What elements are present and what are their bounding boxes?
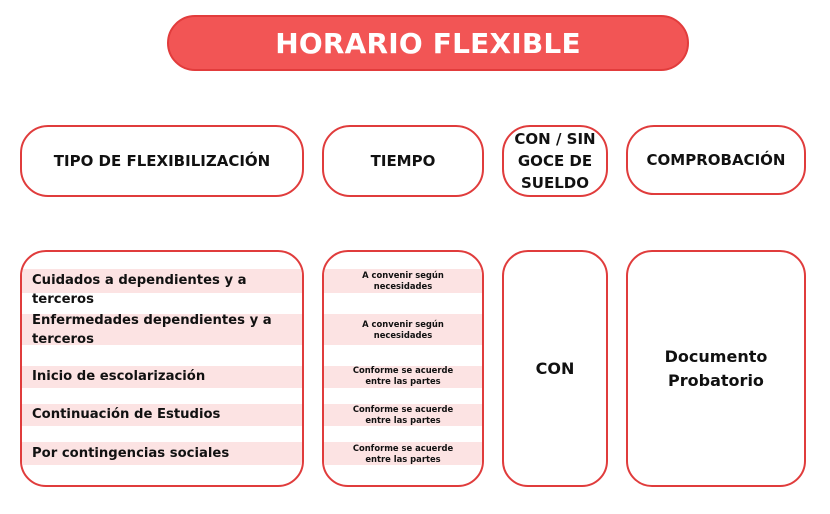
header-type: [20, 125, 304, 197]
type-row-5: [32, 444, 296, 463]
time-row-5: [324, 443, 482, 465]
time-row-2-line-1: A convenir según: [362, 319, 444, 329]
type-column: [20, 250, 304, 487]
header-pay-line-1: CON / SIN: [514, 130, 596, 148]
type-row-3: [32, 367, 296, 386]
time-row-2-line-2: necesidades: [373, 330, 433, 340]
proof-column: [626, 250, 806, 487]
title-banner: [167, 15, 689, 71]
type-row-1-text: Cuidados a dependientes y a terceros: [32, 273, 247, 307]
time-row-4-line-2: entre las partes: [365, 415, 441, 425]
header-proof: [626, 125, 806, 195]
time-row-1-line-2: necesidades: [373, 281, 433, 291]
time-row-3: [324, 365, 482, 387]
type-row-4: [32, 405, 296, 424]
header-pay-line-3: SUELDO: [521, 174, 589, 192]
time-row-5-line-1: Conforme se acuerde: [352, 443, 454, 453]
pay-value: CON: [535, 359, 575, 378]
type-row-1: [32, 271, 296, 309]
proof-line-1: Documento: [664, 346, 768, 366]
type-row-3-text: Inicio de escolarización: [32, 369, 206, 384]
type-row-2-text-2: terceros: [32, 332, 94, 347]
time-row-1: [324, 270, 482, 292]
page-title: HORARIO FLEXIBLE: [275, 26, 581, 60]
proof-line-2: Probatorio: [668, 370, 764, 390]
time-row-4: [324, 404, 482, 426]
header-pay-line-2: GOCE DE: [517, 152, 593, 170]
header-time-label: TIEMPO: [370, 152, 436, 170]
header-pay: [502, 125, 608, 197]
type-row-4-text: Continuación de Estudios: [32, 407, 221, 422]
header-type-label: TIPO DE FLEXIBILIZACIÓN: [53, 152, 271, 170]
time-row-5-line-2: entre las partes: [365, 454, 441, 464]
time-row-3-line-2: entre las partes: [365, 376, 441, 386]
header-proof-label: COMPROBACIÓN: [646, 151, 786, 169]
time-row-1-line-1: A convenir según: [362, 270, 444, 280]
type-row-2-text-1: Enfermedades dependientes y a: [32, 313, 272, 328]
type-row-5-text: Por contingencias sociales: [32, 446, 230, 461]
time-column: [322, 250, 484, 487]
time-row-4-line-1: Conforme se acuerde: [352, 404, 454, 414]
header-time: [322, 125, 484, 197]
type-row-2: [32, 311, 296, 349]
time-row-2: [324, 319, 482, 341]
pay-column: [502, 250, 608, 487]
time-row-3-line-1: Conforme se acuerde: [352, 365, 454, 375]
